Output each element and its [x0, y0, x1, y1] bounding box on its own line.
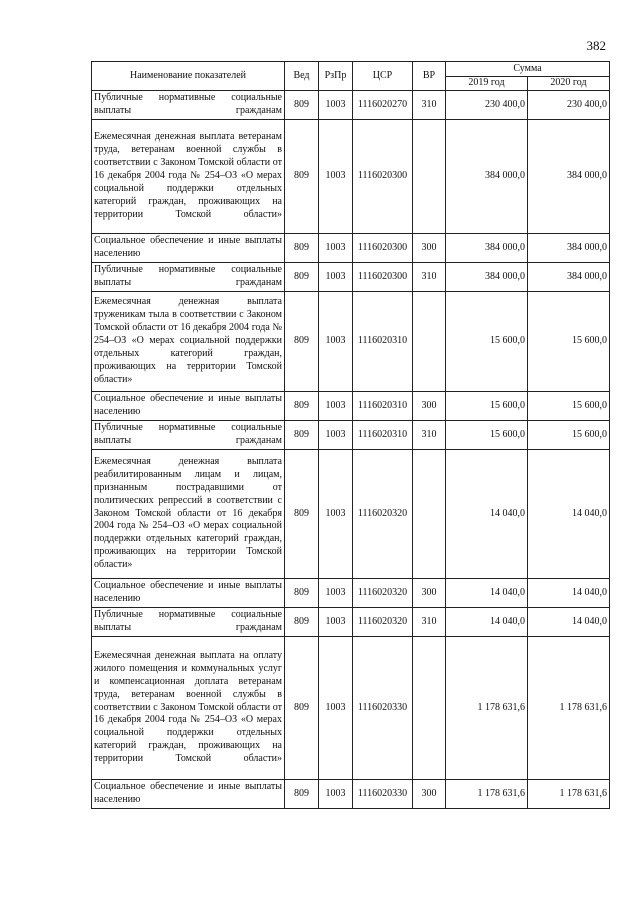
row-amount-2019: 15 600,0 — [446, 392, 528, 421]
row-ved: 809 — [285, 450, 319, 579]
row-rzpr: 1003 — [319, 91, 353, 120]
row-name: Публичные нормативные социальные выплаты гражданам — [92, 91, 285, 120]
row-csr: 1116020300 — [353, 234, 413, 263]
row-rzpr: 1003 — [319, 292, 353, 392]
row-name: Публичные нормативные социальные выплаты гражданам — [92, 263, 285, 292]
row-vr: 310 — [413, 263, 446, 292]
row-ved: 809 — [285, 637, 319, 780]
row-name: Ежемесячная денежная выплата на оплату жилого помещения и коммунальных услуг и компенсационная доплата ветеранам труда, ветеранам военной службы в соответствии с Законом Томской области от 16 декабря 2004 года № 254–ОЗ «О мерах социальной поддержки отдельных категорий граждан, проживающих на территории Томской области» — [92, 637, 285, 780]
row-csr: 1116020320 — [353, 579, 413, 608]
row-amount-2020: 230 400,0 — [528, 91, 610, 120]
row-ved: 809 — [285, 421, 319, 450]
header-name: Наименование показателей — [92, 62, 285, 91]
header-csr: ЦСР — [353, 62, 413, 91]
row-amount-2020: 384 000,0 — [528, 234, 610, 263]
row-vr: 310 — [413, 608, 446, 637]
header-vr: ВР — [413, 62, 446, 91]
row-rzpr: 1003 — [319, 120, 353, 234]
row-amount-2020: 15 600,0 — [528, 421, 610, 450]
row-rzpr: 1003 — [319, 579, 353, 608]
row-name: Социальное обеспечение и иные выплаты населению — [92, 234, 285, 263]
page-number: 382 — [586, 38, 606, 53]
row-amount-2019: 230 400,0 — [446, 91, 528, 120]
header-year-2019: 2019 год — [446, 77, 528, 91]
table-row — [92, 637, 610, 780]
row-csr: 1116020310 — [353, 421, 413, 450]
row-amount-2019: 14 040,0 — [446, 608, 528, 637]
row-ved: 809 — [285, 91, 319, 120]
table-row — [92, 120, 610, 234]
row-csr: 1116020300 — [353, 120, 413, 234]
table-row — [92, 234, 610, 263]
row-ved: 809 — [285, 780, 319, 809]
row-amount-2019: 384 000,0 — [446, 263, 528, 292]
row-rzpr: 1003 — [319, 392, 353, 421]
row-amount-2019: 384 000,0 — [446, 234, 528, 263]
header-ved: Вед — [285, 62, 319, 91]
table-row — [92, 91, 610, 120]
row-vr — [413, 637, 446, 780]
row-name: Ежемесячная денежная выплата реабилитированным лицам и лицам, признанным пострадавшими от политических репрессий в соответствии с Законом Томской области от 16 декабря 2004 года № 254–ОЗ «О мерах социальной поддержки отдельных категорий граждан, проживающих на территории Томской области» — [92, 450, 285, 579]
header-sum: Сумма — [446, 62, 610, 77]
row-vr — [413, 450, 446, 579]
row-csr: 1116020310 — [353, 392, 413, 421]
row-amount-2020: 1 178 631,6 — [528, 637, 610, 780]
row-rzpr: 1003 — [319, 637, 353, 780]
budget-table — [91, 61, 610, 809]
row-vr: 310 — [413, 421, 446, 450]
row-csr: 1116020310 — [353, 292, 413, 392]
row-rzpr: 1003 — [319, 450, 353, 579]
row-amount-2019: 14 040,0 — [446, 579, 528, 608]
row-ved: 809 — [285, 234, 319, 263]
row-csr: 1116020270 — [353, 91, 413, 120]
row-csr: 1116020330 — [353, 637, 413, 780]
row-ved: 809 — [285, 263, 319, 292]
row-amount-2020: 14 040,0 — [528, 579, 610, 608]
row-amount-2020: 14 040,0 — [528, 450, 610, 579]
row-amount-2019: 1 178 631,6 — [446, 780, 528, 809]
row-vr — [413, 120, 446, 234]
row-ved: 809 — [285, 292, 319, 392]
row-vr: 300 — [413, 392, 446, 421]
row-vr: 300 — [413, 234, 446, 263]
row-amount-2019: 15 600,0 — [446, 421, 528, 450]
row-name: Публичные нормативные социальные выплаты гражданам — [92, 608, 285, 637]
table-row — [92, 263, 610, 292]
row-csr: 1116020320 — [353, 450, 413, 579]
header-rzpr: РзПр — [319, 62, 353, 91]
row-name: Публичные нормативные социальные выплаты гражданам — [92, 421, 285, 450]
row-amount-2020: 14 040,0 — [528, 608, 610, 637]
table-row — [92, 579, 610, 608]
row-amount-2020: 384 000,0 — [528, 263, 610, 292]
table-row — [92, 608, 610, 637]
row-rzpr: 1003 — [319, 780, 353, 809]
row-rzpr: 1003 — [319, 421, 353, 450]
table-row — [92, 780, 610, 809]
row-amount-2020: 15 600,0 — [528, 392, 610, 421]
row-ved: 809 — [285, 579, 319, 608]
table-row — [92, 392, 610, 421]
row-csr: 1116020330 — [353, 780, 413, 809]
row-name: Социальное обеспечение и иные выплаты населению — [92, 780, 285, 809]
row-vr — [413, 292, 446, 392]
row-csr: 1116020300 — [353, 263, 413, 292]
row-rzpr: 1003 — [319, 234, 353, 263]
row-rzpr: 1003 — [319, 608, 353, 637]
table-row — [92, 292, 610, 392]
row-rzpr: 1003 — [319, 263, 353, 292]
row-name: Социальное обеспечение и иные выплаты населению — [92, 392, 285, 421]
row-ved: 809 — [285, 608, 319, 637]
row-name: Ежемесячная денежная выплата ветеранам труда, ветеранам военной службы в соответствии с Законом Томской области от 16 декабря 2004 года № 254–ОЗ «О мерах социальной поддержки отдельных категорий граждан, проживающих на территории Томской области» — [92, 120, 285, 234]
header-year-2020: 2020 год — [528, 77, 610, 91]
row-name: Ежемесячная денежная выплата труженикам тыла в соответствии с Законом Томской области от 16 декабря 2004 года № 254–ОЗ «О мерах социальной поддержки отдельных категорий граждан, проживающих на территории Томской области» — [92, 292, 285, 392]
row-amount-2019: 15 600,0 — [446, 292, 528, 392]
row-csr: 1116020320 — [353, 608, 413, 637]
row-amount-2019: 14 040,0 — [446, 450, 528, 579]
row-ved: 809 — [285, 120, 319, 234]
row-amount-2019: 384 000,0 — [446, 120, 528, 234]
table-row — [92, 421, 610, 450]
row-amount-2020: 1 178 631,6 — [528, 780, 610, 809]
row-amount-2019: 1 178 631,6 — [446, 637, 528, 780]
row-amount-2020: 15 600,0 — [528, 292, 610, 392]
row-vr: 310 — [413, 91, 446, 120]
row-ved: 809 — [285, 392, 319, 421]
row-vr: 300 — [413, 579, 446, 608]
row-amount-2020: 384 000,0 — [528, 120, 610, 234]
table-row — [92, 450, 610, 579]
row-name: Социальное обеспечение и иные выплаты населению — [92, 579, 285, 608]
row-vr: 300 — [413, 780, 446, 809]
